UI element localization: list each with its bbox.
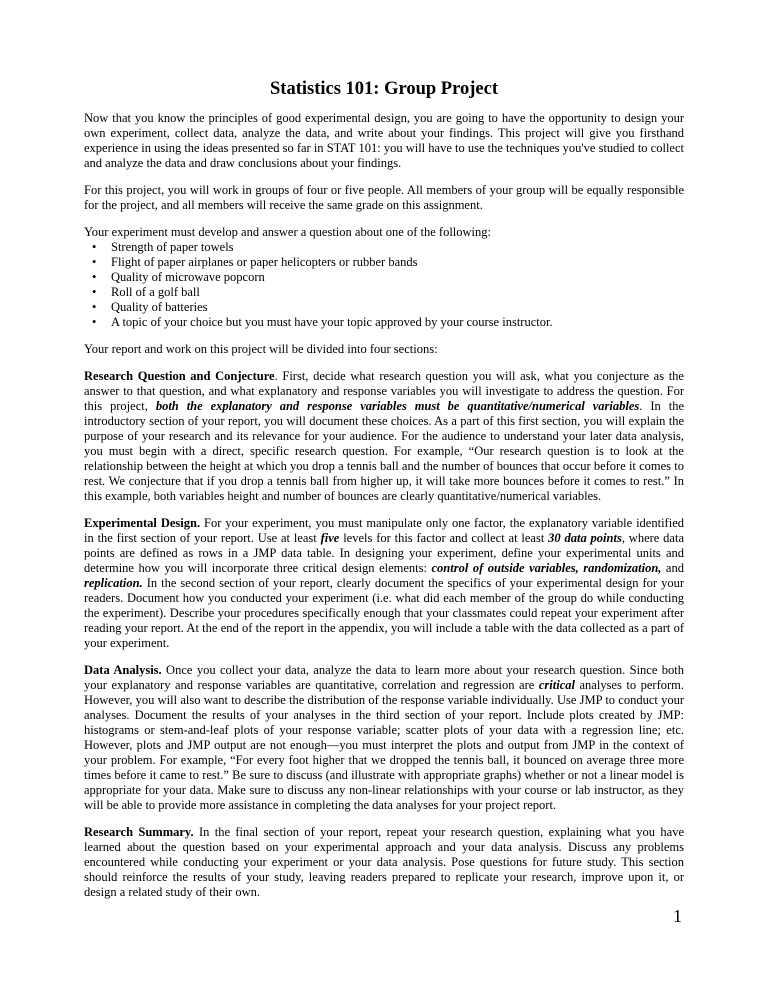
list-item — [92, 270, 684, 285]
list-item — [92, 315, 684, 330]
research-text: . First, decide what research question you will ask, what you conjecture as the answer to that question, and what explanatory and response variables you will investigate to address the question. For this project, — [84, 369, 684, 413]
design-emphasis: 30 data points — [548, 531, 622, 545]
list-item-text: A topic of your choice but you must have your topic approved by your course instructor. — [111, 315, 553, 329]
bullet-icon: • — [92, 270, 97, 284]
analysis-emphasis: critical — [538, 678, 575, 692]
design-text: For your experiment, you must manipulate only one factor, the explanatory variable identified in the first section of your report. Use at least — [84, 516, 684, 545]
analysis-section — [84, 663, 684, 813]
design-emphasis: five — [320, 531, 340, 545]
page-title: Statistics 101: Group Project — [270, 79, 498, 99]
sections-intro: Your report and work on this project will be divided into four sections: — [84, 342, 438, 356]
design-text: In the second section of your report, clearly document the specifics of your experimental design for your readers. Document how you conducted your experiment (i.e. what did each member of the group do while conducting the experiment). Describe your procedures specifically enough that your classmates could repeat your experiment after reading your report. At the end of the report in the appendix, you will include a table with the data collected as a part of your experiment. — [84, 576, 684, 650]
design-emphasis: control of outside variables, randomization, — [431, 561, 662, 575]
topic-list — [84, 240, 684, 330]
list-item-text: Strength of paper towels — [111, 240, 234, 254]
design-text: levels for this factor and collect at least — [339, 531, 549, 545]
page-number: 1 — [673, 906, 682, 926]
research-text: . In the introductory section of your report, you will document these choices. As a part of this first section, you will explain the purpose of your research and its relevance for your audience. For the audience to understand your later data analysis, you must begin with a direct, specific research question. For example, “Our research question is to look at the relationship between the height at which you drop a tennis ball and the number of bounces that occur before it comes to rest. We conjecture that if you drop a tennis ball from higher up, it will take more bounces before it comes to rest.” In this example, both variables height and number of bounces are clearly quantitative/numerical variables. — [84, 399, 685, 503]
list-item-text: Flight of paper airplanes or paper helicopters or rubber bands — [111, 255, 418, 269]
list-item-text: Quality of batteries — [111, 300, 208, 314]
list-item-text: Roll of a golf ball — [111, 285, 200, 299]
design-section-title: Experimental Design. — [84, 516, 201, 530]
bullet-icon: • — [92, 315, 97, 329]
list-item-text: Quality of microwave popcorn — [111, 270, 265, 284]
bullet-icon: • — [92, 300, 97, 314]
summary-section — [84, 825, 684, 900]
research-section-title: Research Question and Conjecture — [84, 369, 275, 383]
analysis-text: analyses to perform. However, you will also want to describe the distribution of the response variable individually. Use JMP to conduct your analyses. Document the results of your analyses in the third section of your report. Include plots created by JMP: histograms or stem-and-leaf plots of your response variable; scatter plots of your data with a regression line; etc. However, plots and JMP output are not enough—you must interpret the plots and output from JMP in the context of your problem. For example, “For every foot higher that we dropped the tennis ball, it bounced on average three more times before it came to rest.” Be sure to discuss (and illustrate with appropriate graphs) whether or not a linear model is appropriate for your data. Make sure to discuss any non-linear relationships with your course or lab instructor, as they will be able to provide more assistance in completing the data analyses for your project report. — [84, 678, 685, 812]
bullet-icon: • — [92, 255, 97, 269]
design-emphasis: replication. — [84, 576, 143, 590]
analysis-text: Once you collect your data, analyze the data to learn more about your research question. Since both your explanatory and response variables are quantitative, correlation and regression are — [84, 663, 684, 692]
summary-text: In the final section of your report, repeat your research question, explaining what you have learned about the question based on your experimental approach and your data analysis. Discuss any problems encountered while conducting your experiment or your data analysis. Pose questions for future study. This section should reinforce the results of your study, leaving readers prepared to replicate your research, improve upon it, or design a related study of their own. — [84, 825, 684, 899]
list-item — [92, 255, 684, 270]
design-text: and — [661, 561, 684, 575]
list-item — [92, 300, 684, 315]
list-item — [92, 240, 684, 255]
group-paragraph: For this project, you will work in groups of four or five people. All members of your group will be equally responsible for the project, and all members will receive the same grade on this assignment. — [84, 183, 684, 212]
bullet-icon: • — [92, 240, 97, 254]
summary-section-title: Research Summary. — [84, 825, 194, 839]
bullet-icon: • — [92, 285, 97, 299]
research-emphasis: both the explanatory and response variables must be quantitative/numerical variables — [155, 399, 640, 413]
analysis-section-title: Data Analysis. — [84, 663, 162, 677]
design-section — [84, 516, 684, 651]
design-text: , where data points are defined as rows in a JMP data table. In designing your experiment, define your experimental units and determine how you will incorporate three critical design elements: — [84, 531, 684, 575]
intro-paragraph: Now that you know the principles of good experimental design, you are going to have the opportunity to design your own experiment, collect data, analyze the data, and write about your findings. This project will give you firsthand experience in using the ideas presented so far in STAT 101: you will have to use the techniques you've studied to collect and analyze the data and draw conclusions about your findings. — [84, 111, 684, 170]
topics-intro: Your experiment must develop and answer a question about one of the following: — [84, 225, 491, 239]
list-item — [92, 285, 684, 300]
research-section — [84, 369, 684, 504]
